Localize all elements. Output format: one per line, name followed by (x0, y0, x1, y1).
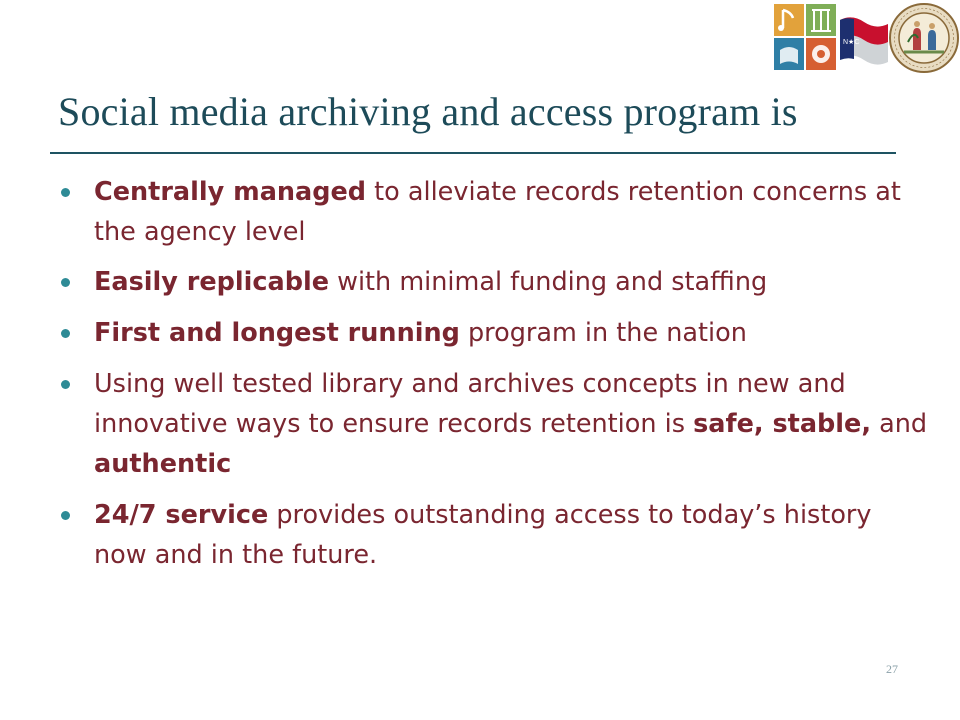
culture-logo-icon (774, 4, 836, 70)
bullet-item (60, 364, 930, 484)
bullet-item (60, 495, 930, 575)
bullet-text: with minimal funding and staffing (329, 267, 768, 297)
bullet-emphasis: authentic (94, 449, 232, 479)
bullet-text: program in the nation (459, 318, 747, 348)
slide-title: Social media archiving and access program is (58, 89, 798, 134)
bullet-text: to alleviate records retention concerns at the agency level (94, 177, 901, 247)
bullet-emphasis: safe, stable, (693, 409, 872, 439)
bullet-list (60, 172, 930, 586)
bullet-text: and (871, 409, 928, 439)
svg-text:N★C: N★C (843, 39, 860, 46)
bullet-icon (61, 511, 70, 520)
bullet-emphasis: 24/7 service (94, 500, 269, 530)
bullet-emphasis: Easily replicable (94, 267, 330, 297)
nc-flag-icon (838, 10, 890, 70)
bullet-text: Using well tested library and archives concepts in new and innovative ways to ensure records retention is (94, 369, 846, 439)
bullet-icon (61, 278, 70, 287)
bullet-item (60, 172, 930, 252)
bullet-text: provides outstanding access to today’s history now and in the future. (94, 500, 872, 570)
page-number: 27 (886, 662, 898, 676)
bullet-icon (61, 188, 70, 197)
bullet-emphasis: First and longest running (94, 318, 460, 348)
bullet-item (60, 262, 930, 302)
state-seal-icon (888, 2, 960, 74)
bullet-icon (61, 329, 70, 338)
bullet-item (60, 313, 930, 353)
bullet-icon (61, 380, 70, 389)
title-underline (50, 152, 896, 154)
bullet-emphasis: Centrally managed (94, 177, 367, 207)
